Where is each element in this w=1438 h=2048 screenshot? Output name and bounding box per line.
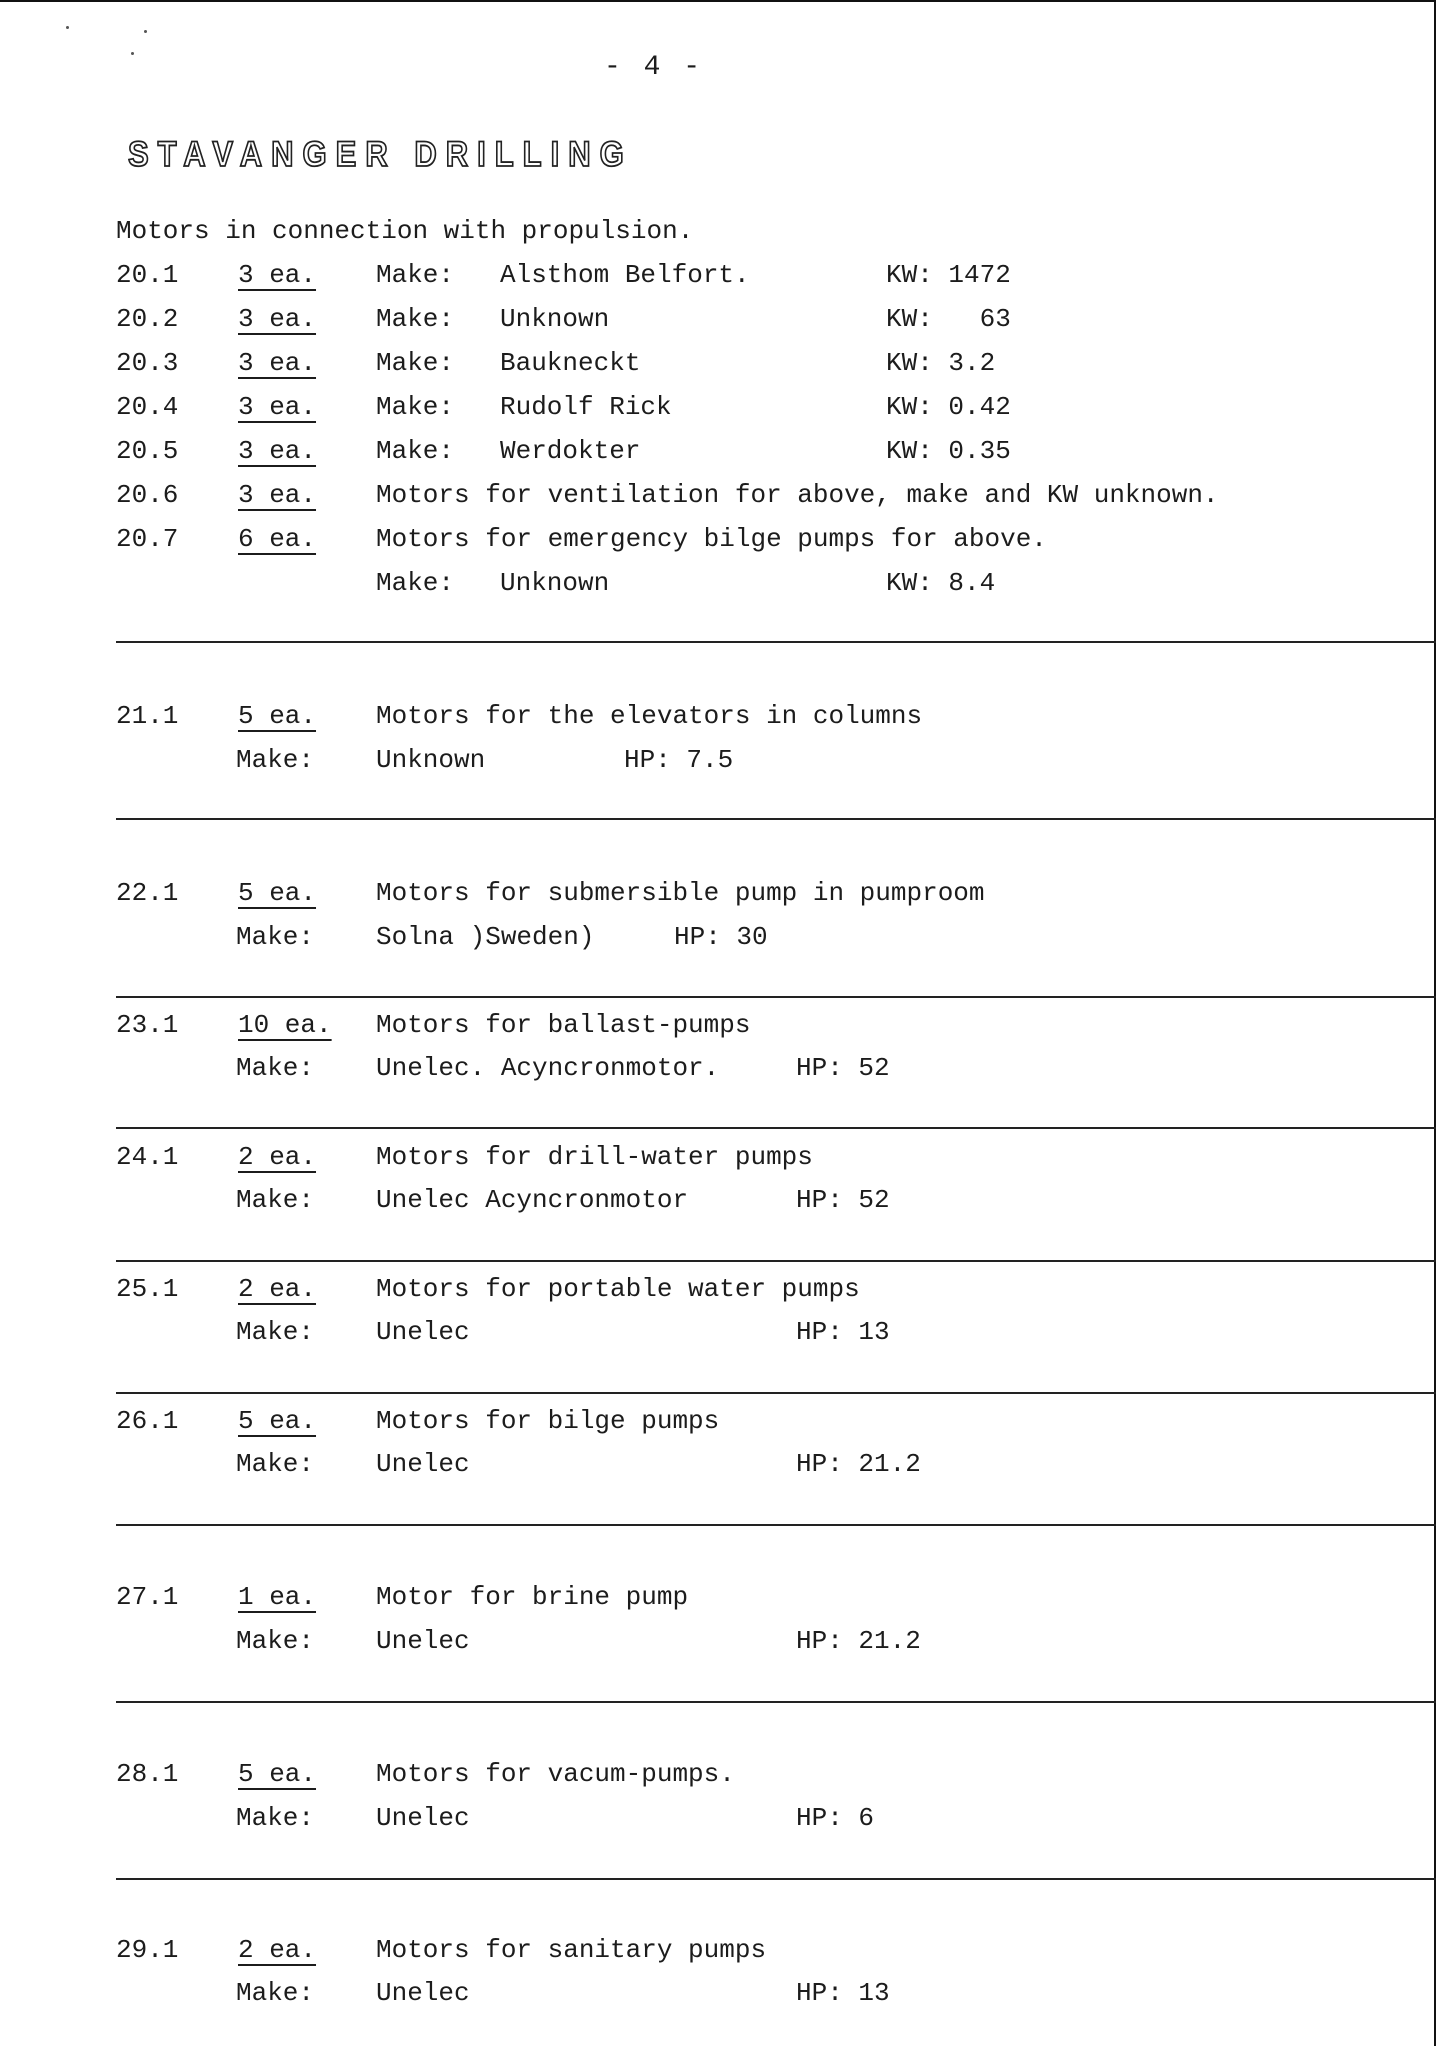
hp-rating: HP: 13 (796, 1978, 890, 2008)
item-number: 26.1 (116, 1406, 179, 1436)
item-number: 23.1 (116, 1010, 179, 1040)
make-label: Make: (236, 1317, 315, 1347)
item-number: 25.1 (116, 1274, 179, 1304)
item-description: Motors for the elevators in columns (376, 701, 923, 731)
kw-rating: KW: 63 (886, 304, 1011, 334)
item-quantity: 3 ea. (238, 436, 317, 466)
item-number: 24.1 (116, 1142, 179, 1172)
item-quantity: 3 ea. (238, 304, 317, 334)
item-quantity: 3 ea. (238, 392, 317, 422)
item-description: Motors for bilge pumps (376, 1406, 720, 1436)
make-value: Unknown (500, 568, 610, 598)
make-label: Make: (376, 260, 455, 290)
make-value: Unelec (376, 1449, 470, 1479)
item-number: 29.1 (116, 1935, 179, 1965)
item-description: Motors for portable water pumps (376, 1274, 860, 1304)
hp-rating: HP: 6 (796, 1803, 875, 1833)
make-value: Werdokter (500, 436, 641, 466)
kw-rating: KW: 3.2 (886, 348, 996, 378)
make-value: Unelec (376, 1317, 470, 1347)
item-quantity: 5 ea. (238, 1406, 317, 1436)
kw-rating: KW: 0.35 (886, 436, 1011, 466)
scan-speck (131, 52, 134, 55)
item-number: 22.1 (116, 878, 179, 908)
item-description: Motors for sanitary pumps (376, 1935, 767, 1965)
make-label: Make: (236, 1053, 315, 1083)
hp-rating: HP: 7.5 (624, 745, 734, 775)
make-value: Unknown (376, 745, 486, 775)
make-label: Make: (376, 436, 455, 466)
item-number: 21.1 (116, 701, 179, 731)
make-label: Make: (236, 1803, 315, 1833)
section-divider (116, 1701, 1436, 1703)
item-description: Motors for ballast-pumps (376, 1010, 751, 1040)
item-number: 20.7 (116, 524, 179, 554)
letterhead-logo: STAVANGER DRILLING (128, 134, 633, 175)
make-value: Solna )Sweden) (376, 922, 595, 952)
item-number: 20.6 (116, 480, 179, 510)
item-description: Motors for submersible pump in pumproom (376, 878, 985, 908)
item-quantity: 6 ea. (238, 524, 317, 554)
item-quantity: 3 ea. (238, 348, 317, 378)
make-label: Make: (236, 1978, 315, 2008)
item-number: 20.5 (116, 436, 179, 466)
make-label: Make: (376, 568, 455, 598)
section-divider (116, 1392, 1436, 1394)
hp-rating: HP: 13 (796, 1317, 890, 1347)
item-quantity: 2 ea. (238, 1142, 317, 1172)
item-quantity: 1 ea. (238, 1582, 317, 1612)
item-quantity: 3 ea. (238, 260, 317, 290)
section-divider (116, 1260, 1436, 1262)
hp-rating: HP: 21.2 (796, 1449, 921, 1479)
item-description: Motors for emergency bilge pumps for above. (376, 524, 1047, 554)
make-value: Unelec (376, 1803, 470, 1833)
kw-rating: KW: 8.4 (886, 568, 996, 598)
kw-rating: KW: 0.42 (886, 392, 1011, 422)
make-label: Make: (376, 392, 455, 422)
hp-rating: HP: 30 (674, 922, 768, 952)
item-description: Motors for vacum-pumps. (376, 1759, 735, 1789)
make-label: Make: (236, 1449, 315, 1479)
section-divider (116, 1524, 1436, 1526)
make-label: Make: (236, 1626, 315, 1656)
scan-speck (144, 30, 147, 33)
make-label: Make: (376, 304, 455, 334)
item-quantity: 3 ea. (238, 480, 317, 510)
page-number: - 4 - (604, 52, 704, 83)
scan-speck (66, 26, 69, 29)
item-number: 27.1 (116, 1582, 179, 1612)
section-divider (116, 1127, 1436, 1129)
make-label: Make: (236, 922, 315, 952)
make-value: Unelec Acyncronmotor (376, 1185, 689, 1215)
item-quantity: 2 ea. (238, 1935, 317, 1965)
make-value: Rudolf Rick (500, 392, 672, 422)
section-divider (116, 996, 1436, 998)
item-quantity: 10 ea. (238, 1010, 332, 1040)
item-quantity: 5 ea. (238, 701, 317, 731)
item-description: Motors for drill-water pumps (376, 1142, 813, 1172)
hp-rating: HP: 52 (796, 1053, 890, 1083)
make-value: Unelec (376, 1626, 470, 1656)
make-value: Alsthom Belfort. (500, 260, 750, 290)
kw-rating: KW: 1472 (886, 260, 1011, 290)
make-value: Baukneckt (500, 348, 641, 378)
item-quantity: 5 ea. (238, 878, 317, 908)
section-divider (116, 818, 1436, 820)
item-number: 20.2 (116, 304, 179, 334)
make-label: Make: (236, 1185, 315, 1215)
item-quantity: 5 ea. (238, 1759, 317, 1789)
make-value: Unelec. Acyncronmotor. (376, 1053, 720, 1083)
make-value: Unelec (376, 1978, 470, 2008)
section-divider (116, 1878, 1436, 1880)
item-number: 20.3 (116, 348, 179, 378)
item-description: Motor for brine pump (376, 1582, 689, 1612)
item-number: 20.1 (116, 260, 179, 290)
item-description: Motors for ventilation for above, make and KW unknown. (376, 480, 1219, 510)
hp-rating: HP: 21.2 (796, 1626, 921, 1656)
item-quantity: 2 ea. (238, 1274, 317, 1304)
section-intro: Motors in connection with propulsion. (116, 216, 694, 246)
make-value: Unknown (500, 304, 610, 334)
item-number: 20.4 (116, 392, 179, 422)
section-divider (116, 641, 1436, 643)
make-label: Make: (376, 348, 455, 378)
hp-rating: HP: 52 (796, 1185, 890, 1215)
item-number: 28.1 (116, 1759, 179, 1789)
make-label: Make: (236, 745, 315, 775)
